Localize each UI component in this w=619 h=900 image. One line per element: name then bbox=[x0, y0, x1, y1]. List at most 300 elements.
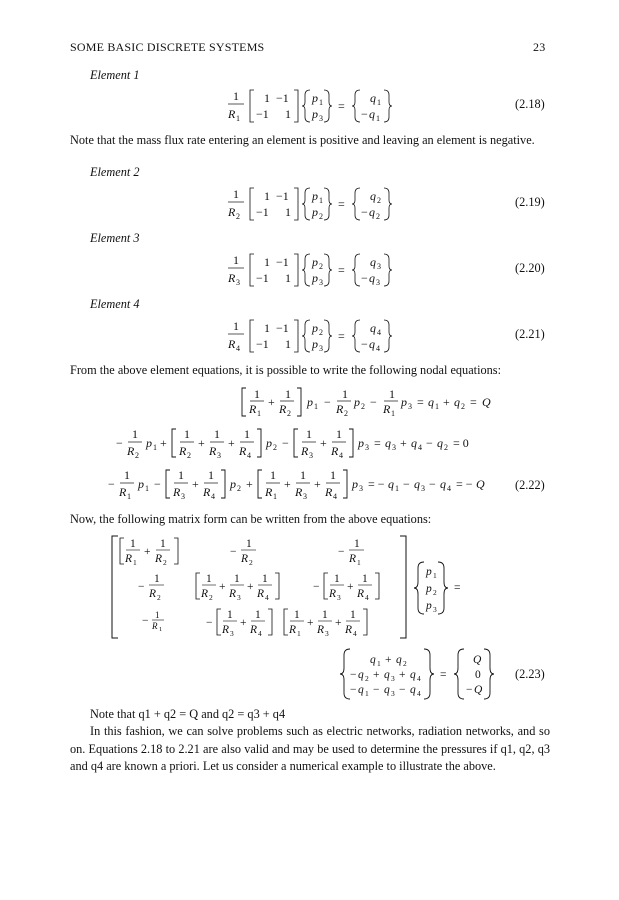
svg-text:1: 1 bbox=[178, 468, 184, 482]
svg-text:p: p bbox=[354, 395, 360, 409]
matrix-right-bracket bbox=[294, 90, 298, 122]
svg-text:R: R bbox=[179, 444, 187, 458]
svg-text:R: R bbox=[173, 485, 181, 499]
svg-text:1: 1 bbox=[206, 573, 212, 585]
svg-text:R: R bbox=[257, 588, 265, 600]
svg-text:1: 1 bbox=[433, 571, 437, 580]
svg-text:1: 1 bbox=[160, 538, 166, 550]
svg-text:p: p bbox=[401, 395, 407, 409]
svg-text:1: 1 bbox=[254, 387, 260, 401]
svg-text:4: 4 bbox=[333, 492, 337, 501]
svg-text:1: 1 bbox=[154, 573, 160, 585]
svg-text:=: = bbox=[440, 669, 447, 681]
svg-text:+: + bbox=[219, 581, 226, 593]
nodal-equations-intro: From the above element equations, it is possible to write the following nodal equations: bbox=[70, 363, 501, 377]
svg-text:1: 1 bbox=[273, 492, 277, 501]
pressure-symbol: p bbox=[312, 189, 318, 203]
matrix-entry: 1 bbox=[285, 271, 291, 285]
fraction-numerator: 1 bbox=[233, 319, 239, 333]
matrix-entry: −1 bbox=[276, 321, 289, 335]
svg-text:−: − bbox=[338, 546, 345, 558]
matrix-left-bracket bbox=[250, 254, 254, 286]
left-brace bbox=[352, 320, 360, 352]
svg-text:2: 2 bbox=[187, 451, 191, 460]
element-3-label: Element 3 bbox=[90, 231, 140, 245]
svg-text:R: R bbox=[222, 624, 230, 636]
svg-text:1: 1 bbox=[377, 659, 381, 668]
svg-text:3: 3 bbox=[230, 629, 234, 638]
svg-text:=: = bbox=[470, 395, 477, 409]
svg-text:R: R bbox=[295, 485, 303, 499]
minus-sign: − bbox=[361, 205, 368, 219]
equation-number-2-21: (2.21) bbox=[515, 327, 545, 341]
svg-text:−: − bbox=[399, 684, 406, 696]
svg-text:Q: Q bbox=[473, 654, 482, 666]
svg-text:−: − bbox=[466, 684, 473, 696]
svg-text:p: p bbox=[352, 477, 358, 491]
svg-text:R: R bbox=[149, 588, 157, 600]
equation-number-2-23: (2.23) bbox=[515, 667, 545, 681]
matrix-entry: −1 bbox=[276, 91, 289, 105]
svg-text:2: 2 bbox=[135, 451, 139, 460]
svg-text:1: 1 bbox=[262, 573, 268, 585]
svg-text:R: R bbox=[229, 588, 237, 600]
svg-text:1: 1 bbox=[159, 626, 163, 633]
closing-paragraph: In this fashion, we can solve problems such as electric networks, radiation networks, and so on. Equations 2.18 to 2.21 are also valid and may be used to determine the pressures if q1, q2, q3 and q4 are known a priori. Let us consider a numerical example to illustrate the above. bbox=[70, 724, 550, 773]
svg-text:−: − bbox=[370, 395, 377, 409]
element-1-label: Element 1 bbox=[90, 68, 140, 82]
svg-text:3: 3 bbox=[303, 492, 307, 501]
pressure-subscript: 2 bbox=[319, 262, 323, 271]
matrix-entry: 1 bbox=[264, 321, 270, 335]
svg-text:1: 1 bbox=[435, 402, 439, 411]
svg-text:+: + bbox=[192, 477, 199, 491]
matrix-left-bracket bbox=[250, 320, 254, 352]
svg-text:1: 1 bbox=[244, 427, 250, 441]
svg-text:R: R bbox=[345, 624, 353, 636]
svg-text:q: q bbox=[358, 684, 364, 696]
svg-text:−: − bbox=[230, 546, 237, 558]
svg-text:2: 2 bbox=[365, 674, 369, 683]
pressure-subscript: 2 bbox=[319, 328, 323, 337]
svg-text:+: + bbox=[400, 436, 407, 450]
svg-text:q: q bbox=[454, 395, 460, 409]
svg-text:= −: = − bbox=[456, 477, 473, 491]
matrix-entry: 1 bbox=[264, 255, 270, 269]
pressure-symbol: p bbox=[312, 337, 318, 351]
pressure-subscript: 1 bbox=[319, 196, 323, 205]
flux-symbol: q bbox=[370, 255, 376, 269]
svg-text:1: 1 bbox=[357, 558, 361, 567]
svg-text:2: 2 bbox=[237, 484, 241, 493]
svg-text:Q: Q bbox=[476, 477, 485, 491]
flux-symbol: q bbox=[369, 337, 375, 351]
matrix-entry: 1 bbox=[285, 337, 291, 351]
flux-subscript: 3 bbox=[377, 262, 381, 271]
svg-text:−: − bbox=[313, 581, 320, 593]
flux-subscript: 1 bbox=[377, 98, 381, 107]
matrix-rhs bbox=[340, 646, 520, 702]
svg-text:1: 1 bbox=[127, 492, 131, 501]
svg-text:R: R bbox=[201, 588, 209, 600]
svg-text:−: − bbox=[429, 477, 436, 491]
svg-text:2: 2 bbox=[444, 443, 448, 452]
svg-text:3: 3 bbox=[433, 605, 437, 614]
svg-text:1: 1 bbox=[124, 468, 130, 482]
matrix-entry: −1 bbox=[276, 189, 289, 203]
svg-text:q: q bbox=[396, 654, 402, 666]
svg-text:1: 1 bbox=[132, 427, 138, 441]
svg-text:2: 2 bbox=[403, 659, 407, 668]
svg-text:2: 2 bbox=[163, 558, 167, 567]
flux-subscript: 2 bbox=[376, 212, 380, 221]
matrix-entry: −1 bbox=[276, 255, 289, 269]
svg-text:+: + bbox=[385, 654, 392, 666]
element-2-equation bbox=[220, 182, 420, 226]
svg-text:1: 1 bbox=[314, 402, 318, 411]
svg-text:Q: Q bbox=[474, 684, 483, 696]
svg-text:=: = bbox=[417, 395, 424, 409]
minus-sign: − bbox=[361, 107, 368, 121]
matrix-right-bracket bbox=[294, 188, 298, 220]
svg-text:1: 1 bbox=[155, 610, 160, 620]
svg-text:3: 3 bbox=[181, 492, 185, 501]
svg-text:1: 1 bbox=[297, 629, 301, 638]
svg-text:−: − bbox=[426, 436, 433, 450]
svg-text:R: R bbox=[155, 553, 163, 565]
svg-text:3: 3 bbox=[391, 674, 395, 683]
svg-text:=: = bbox=[454, 582, 461, 594]
svg-text:4: 4 bbox=[365, 593, 369, 602]
pressure-symbol: p bbox=[312, 271, 318, 285]
svg-text:1: 1 bbox=[362, 573, 368, 585]
svg-text:+: + bbox=[228, 436, 235, 450]
svg-text:+: + bbox=[240, 617, 247, 629]
conservation-note: Note that q1 + q2 = Q and q2 = q3 + q4 bbox=[90, 707, 286, 721]
equals-sign: = bbox=[338, 197, 345, 211]
svg-text:3: 3 bbox=[217, 451, 221, 460]
svg-text:3: 3 bbox=[365, 443, 369, 452]
svg-text:4: 4 bbox=[417, 689, 421, 698]
svg-text:2: 2 bbox=[157, 593, 161, 602]
svg-text:1: 1 bbox=[255, 609, 261, 621]
svg-text:1: 1 bbox=[354, 538, 360, 550]
minus-sign: − bbox=[361, 337, 368, 351]
right-brace bbox=[384, 188, 392, 220]
pressure-subscript: 3 bbox=[319, 114, 323, 123]
svg-text:R: R bbox=[301, 444, 309, 458]
svg-text:1: 1 bbox=[336, 427, 342, 441]
matrix-form-intro: Now, the following matrix form can be written from the above equations: bbox=[70, 512, 432, 526]
svg-text:1: 1 bbox=[285, 387, 291, 401]
svg-text:R: R bbox=[357, 588, 365, 600]
svg-text:p: p bbox=[307, 395, 313, 409]
equation-number-2-22: (2.22) bbox=[515, 478, 545, 492]
equation-number-2-18: (2.18) bbox=[515, 97, 545, 111]
svg-text:−: − bbox=[403, 477, 410, 491]
svg-text:2: 2 bbox=[433, 588, 437, 597]
svg-text:+: + bbox=[314, 477, 321, 491]
right-brace bbox=[324, 320, 332, 352]
element-2-label: Element 2 bbox=[90, 165, 140, 179]
svg-text:1: 1 bbox=[391, 409, 395, 418]
svg-text:2: 2 bbox=[344, 409, 348, 418]
element-3-equation bbox=[220, 248, 420, 292]
fraction-numerator: 1 bbox=[233, 253, 239, 267]
svg-text:1: 1 bbox=[306, 427, 312, 441]
equals-sign: = bbox=[338, 263, 345, 277]
svg-text:3: 3 bbox=[337, 593, 341, 602]
svg-text:1: 1 bbox=[300, 468, 306, 482]
pressure-symbol: p bbox=[312, 205, 318, 219]
svg-text:+: + bbox=[443, 395, 450, 409]
svg-text:4: 4 bbox=[211, 492, 215, 501]
sign-convention-note: Note that the mass flux rate entering an element is positive and leaving an element is negative. bbox=[70, 133, 535, 147]
svg-text:+: + bbox=[335, 617, 342, 629]
svg-text:q: q bbox=[410, 669, 416, 681]
svg-text:−: − bbox=[142, 615, 149, 627]
svg-text:4: 4 bbox=[417, 674, 421, 683]
svg-text:q: q bbox=[385, 436, 391, 450]
matrix-entry: 1 bbox=[285, 107, 291, 121]
svg-text:= −: = − bbox=[368, 477, 385, 491]
svg-text:3: 3 bbox=[325, 629, 329, 638]
matrix-left-bracket bbox=[250, 188, 254, 220]
left-brace bbox=[302, 90, 310, 122]
pressure-symbol: p bbox=[312, 107, 318, 121]
svg-text:1: 1 bbox=[294, 609, 300, 621]
svg-text:3: 3 bbox=[309, 451, 313, 460]
svg-text:1: 1 bbox=[234, 573, 240, 585]
pressure-symbol: p bbox=[312, 321, 318, 335]
svg-text:1: 1 bbox=[257, 409, 261, 418]
resistance-subscript: 1 bbox=[236, 114, 240, 123]
svg-text:q: q bbox=[384, 669, 390, 681]
svg-text:R: R bbox=[265, 485, 273, 499]
right-brace bbox=[384, 90, 392, 122]
svg-text:1: 1 bbox=[395, 484, 399, 493]
svg-text:−: − bbox=[154, 477, 161, 491]
svg-text:1: 1 bbox=[246, 538, 252, 550]
matrix-entry: −1 bbox=[256, 337, 269, 351]
svg-text:1: 1 bbox=[208, 468, 214, 482]
svg-text:1: 1 bbox=[145, 484, 149, 493]
equation-number-2-19: (2.19) bbox=[515, 195, 545, 209]
pressure-symbol: p bbox=[312, 91, 318, 105]
svg-text:R: R bbox=[331, 444, 339, 458]
svg-text:−: − bbox=[206, 617, 213, 629]
svg-text:4: 4 bbox=[339, 451, 343, 460]
matrix-right-bracket bbox=[294, 254, 298, 286]
svg-text:4: 4 bbox=[353, 629, 357, 638]
svg-text:R: R bbox=[289, 624, 297, 636]
equation-number-2-20: (2.20) bbox=[515, 261, 545, 275]
svg-text:−: − bbox=[108, 477, 115, 491]
element-4-label: Element 4 bbox=[90, 297, 140, 311]
svg-text:3: 3 bbox=[392, 443, 396, 452]
matrix-entry: −1 bbox=[256, 205, 269, 219]
svg-text:4: 4 bbox=[258, 629, 262, 638]
flux-subscript: 2 bbox=[377, 196, 381, 205]
svg-text:R: R bbox=[349, 553, 357, 565]
svg-text:1: 1 bbox=[330, 468, 336, 482]
fraction-numerator: 1 bbox=[233, 89, 239, 103]
svg-text:q: q bbox=[437, 436, 443, 450]
svg-text:R: R bbox=[249, 402, 257, 416]
element-1-equation bbox=[220, 84, 420, 128]
matrix-entry: 1 bbox=[285, 205, 291, 219]
svg-text:R: R bbox=[239, 444, 247, 458]
equals-sign: = bbox=[338, 329, 345, 343]
right-brace bbox=[324, 254, 332, 286]
svg-text:+: + bbox=[160, 436, 167, 450]
svg-text:+: + bbox=[198, 436, 205, 450]
svg-text:q: q bbox=[411, 436, 417, 450]
pressure-symbol: p bbox=[312, 255, 318, 269]
svg-text:q: q bbox=[440, 477, 446, 491]
flux-subscript: 1 bbox=[376, 114, 380, 123]
svg-text:+: + bbox=[320, 436, 327, 450]
left-brace bbox=[302, 254, 310, 286]
svg-text:1: 1 bbox=[153, 443, 157, 452]
svg-text:−: − bbox=[138, 581, 145, 593]
fraction-numerator: 1 bbox=[233, 187, 239, 201]
svg-text:R: R bbox=[203, 485, 211, 499]
svg-text:p: p bbox=[426, 566, 432, 578]
svg-text:+: + bbox=[399, 669, 406, 681]
svg-text:R: R bbox=[152, 621, 158, 631]
flux-symbol: q bbox=[370, 91, 376, 105]
page-number: 23 bbox=[533, 40, 546, 54]
svg-text:+: + bbox=[246, 477, 253, 491]
resistance-symbol: R bbox=[228, 205, 236, 219]
svg-text:=: = bbox=[374, 436, 381, 450]
resistance-symbol: R bbox=[228, 107, 236, 121]
minus-sign: − bbox=[361, 271, 368, 285]
svg-text:q: q bbox=[358, 669, 364, 681]
svg-text:2: 2 bbox=[287, 409, 291, 418]
nodal-equations bbox=[100, 380, 560, 505]
svg-text:R: R bbox=[383, 402, 391, 416]
resistance-subscript: 3 bbox=[236, 278, 240, 287]
svg-text:q: q bbox=[384, 684, 390, 696]
flux-symbol: q bbox=[370, 321, 376, 335]
matrix-entry: −1 bbox=[256, 271, 269, 285]
svg-text:+: + bbox=[307, 617, 314, 629]
svg-text:1: 1 bbox=[214, 427, 220, 441]
resistance-subscript: 2 bbox=[236, 212, 240, 221]
svg-text:R: R bbox=[250, 624, 258, 636]
svg-text:3: 3 bbox=[391, 689, 395, 698]
svg-text:p: p bbox=[426, 600, 432, 612]
svg-text:q: q bbox=[370, 654, 376, 666]
svg-text:p: p bbox=[426, 583, 432, 595]
svg-text:4: 4 bbox=[265, 593, 269, 602]
pressure-subscript: 1 bbox=[319, 98, 323, 107]
svg-text:= 0: = 0 bbox=[453, 436, 469, 450]
matrix-entry: −1 bbox=[256, 107, 269, 121]
svg-text:2: 2 bbox=[361, 402, 365, 411]
svg-text:p: p bbox=[358, 436, 364, 450]
svg-text:2: 2 bbox=[461, 402, 465, 411]
flux-subscript: 4 bbox=[377, 328, 381, 337]
left-brace bbox=[302, 320, 310, 352]
svg-text:R: R bbox=[329, 588, 337, 600]
svg-text:R: R bbox=[279, 402, 287, 416]
svg-text:+: + bbox=[268, 395, 275, 409]
svg-text:4: 4 bbox=[247, 451, 251, 460]
flux-symbol: q bbox=[369, 107, 375, 121]
svg-text:1: 1 bbox=[342, 387, 348, 401]
svg-text:+: + bbox=[347, 581, 354, 593]
left-brace bbox=[352, 188, 360, 220]
svg-text:3: 3 bbox=[237, 593, 241, 602]
svg-text:3: 3 bbox=[359, 484, 363, 493]
right-brace bbox=[324, 90, 332, 122]
svg-text:R: R bbox=[317, 624, 325, 636]
resistance-subscript: 4 bbox=[236, 344, 240, 353]
svg-text:R: R bbox=[119, 485, 127, 499]
matrix-entry: 1 bbox=[264, 91, 270, 105]
svg-text:1: 1 bbox=[365, 689, 369, 698]
svg-text:1: 1 bbox=[130, 538, 136, 550]
svg-text:4: 4 bbox=[418, 443, 422, 452]
resistance-symbol: R bbox=[228, 271, 236, 285]
svg-text:q: q bbox=[428, 395, 434, 409]
flux-symbol: q bbox=[369, 205, 375, 219]
matrix-right-bracket bbox=[294, 320, 298, 352]
right-brace bbox=[324, 188, 332, 220]
left-brace bbox=[352, 254, 360, 286]
matrix-left-bracket bbox=[250, 90, 254, 122]
svg-text:−: − bbox=[373, 684, 380, 696]
svg-text:−: − bbox=[116, 436, 123, 450]
svg-text:q: q bbox=[414, 477, 420, 491]
pressure-subscript: 3 bbox=[319, 344, 323, 353]
svg-text:+: + bbox=[373, 669, 380, 681]
svg-text:1: 1 bbox=[389, 387, 395, 401]
svg-text:−: − bbox=[324, 395, 331, 409]
svg-text:1: 1 bbox=[184, 427, 190, 441]
pressure-subscript: 3 bbox=[319, 278, 323, 287]
right-brace bbox=[384, 254, 392, 286]
flux-symbol: q bbox=[369, 271, 375, 285]
svg-text:4: 4 bbox=[447, 484, 451, 493]
svg-text:q: q bbox=[388, 477, 394, 491]
svg-text:2: 2 bbox=[273, 443, 277, 452]
svg-text:R: R bbox=[209, 444, 217, 458]
svg-text:p: p bbox=[138, 477, 144, 491]
svg-text:R: R bbox=[125, 553, 133, 565]
svg-text:1: 1 bbox=[322, 609, 328, 621]
flux-symbol: q bbox=[370, 189, 376, 203]
svg-text:p: p bbox=[230, 477, 236, 491]
svg-text:−: − bbox=[350, 684, 357, 696]
svg-text:p: p bbox=[146, 436, 152, 450]
matrix-equation bbox=[108, 532, 488, 644]
matrix-entry: 1 bbox=[264, 189, 270, 203]
svg-text:0: 0 bbox=[475, 669, 481, 681]
svg-text:R: R bbox=[336, 402, 344, 416]
svg-text:+: + bbox=[284, 477, 291, 491]
flux-subscript: 4 bbox=[376, 344, 380, 353]
equals-sign: = bbox=[338, 99, 345, 113]
svg-text:R: R bbox=[241, 553, 249, 565]
svg-text:1: 1 bbox=[270, 468, 276, 482]
svg-text:1: 1 bbox=[133, 558, 137, 567]
svg-text:+: + bbox=[144, 546, 151, 558]
right-brace bbox=[384, 320, 392, 352]
